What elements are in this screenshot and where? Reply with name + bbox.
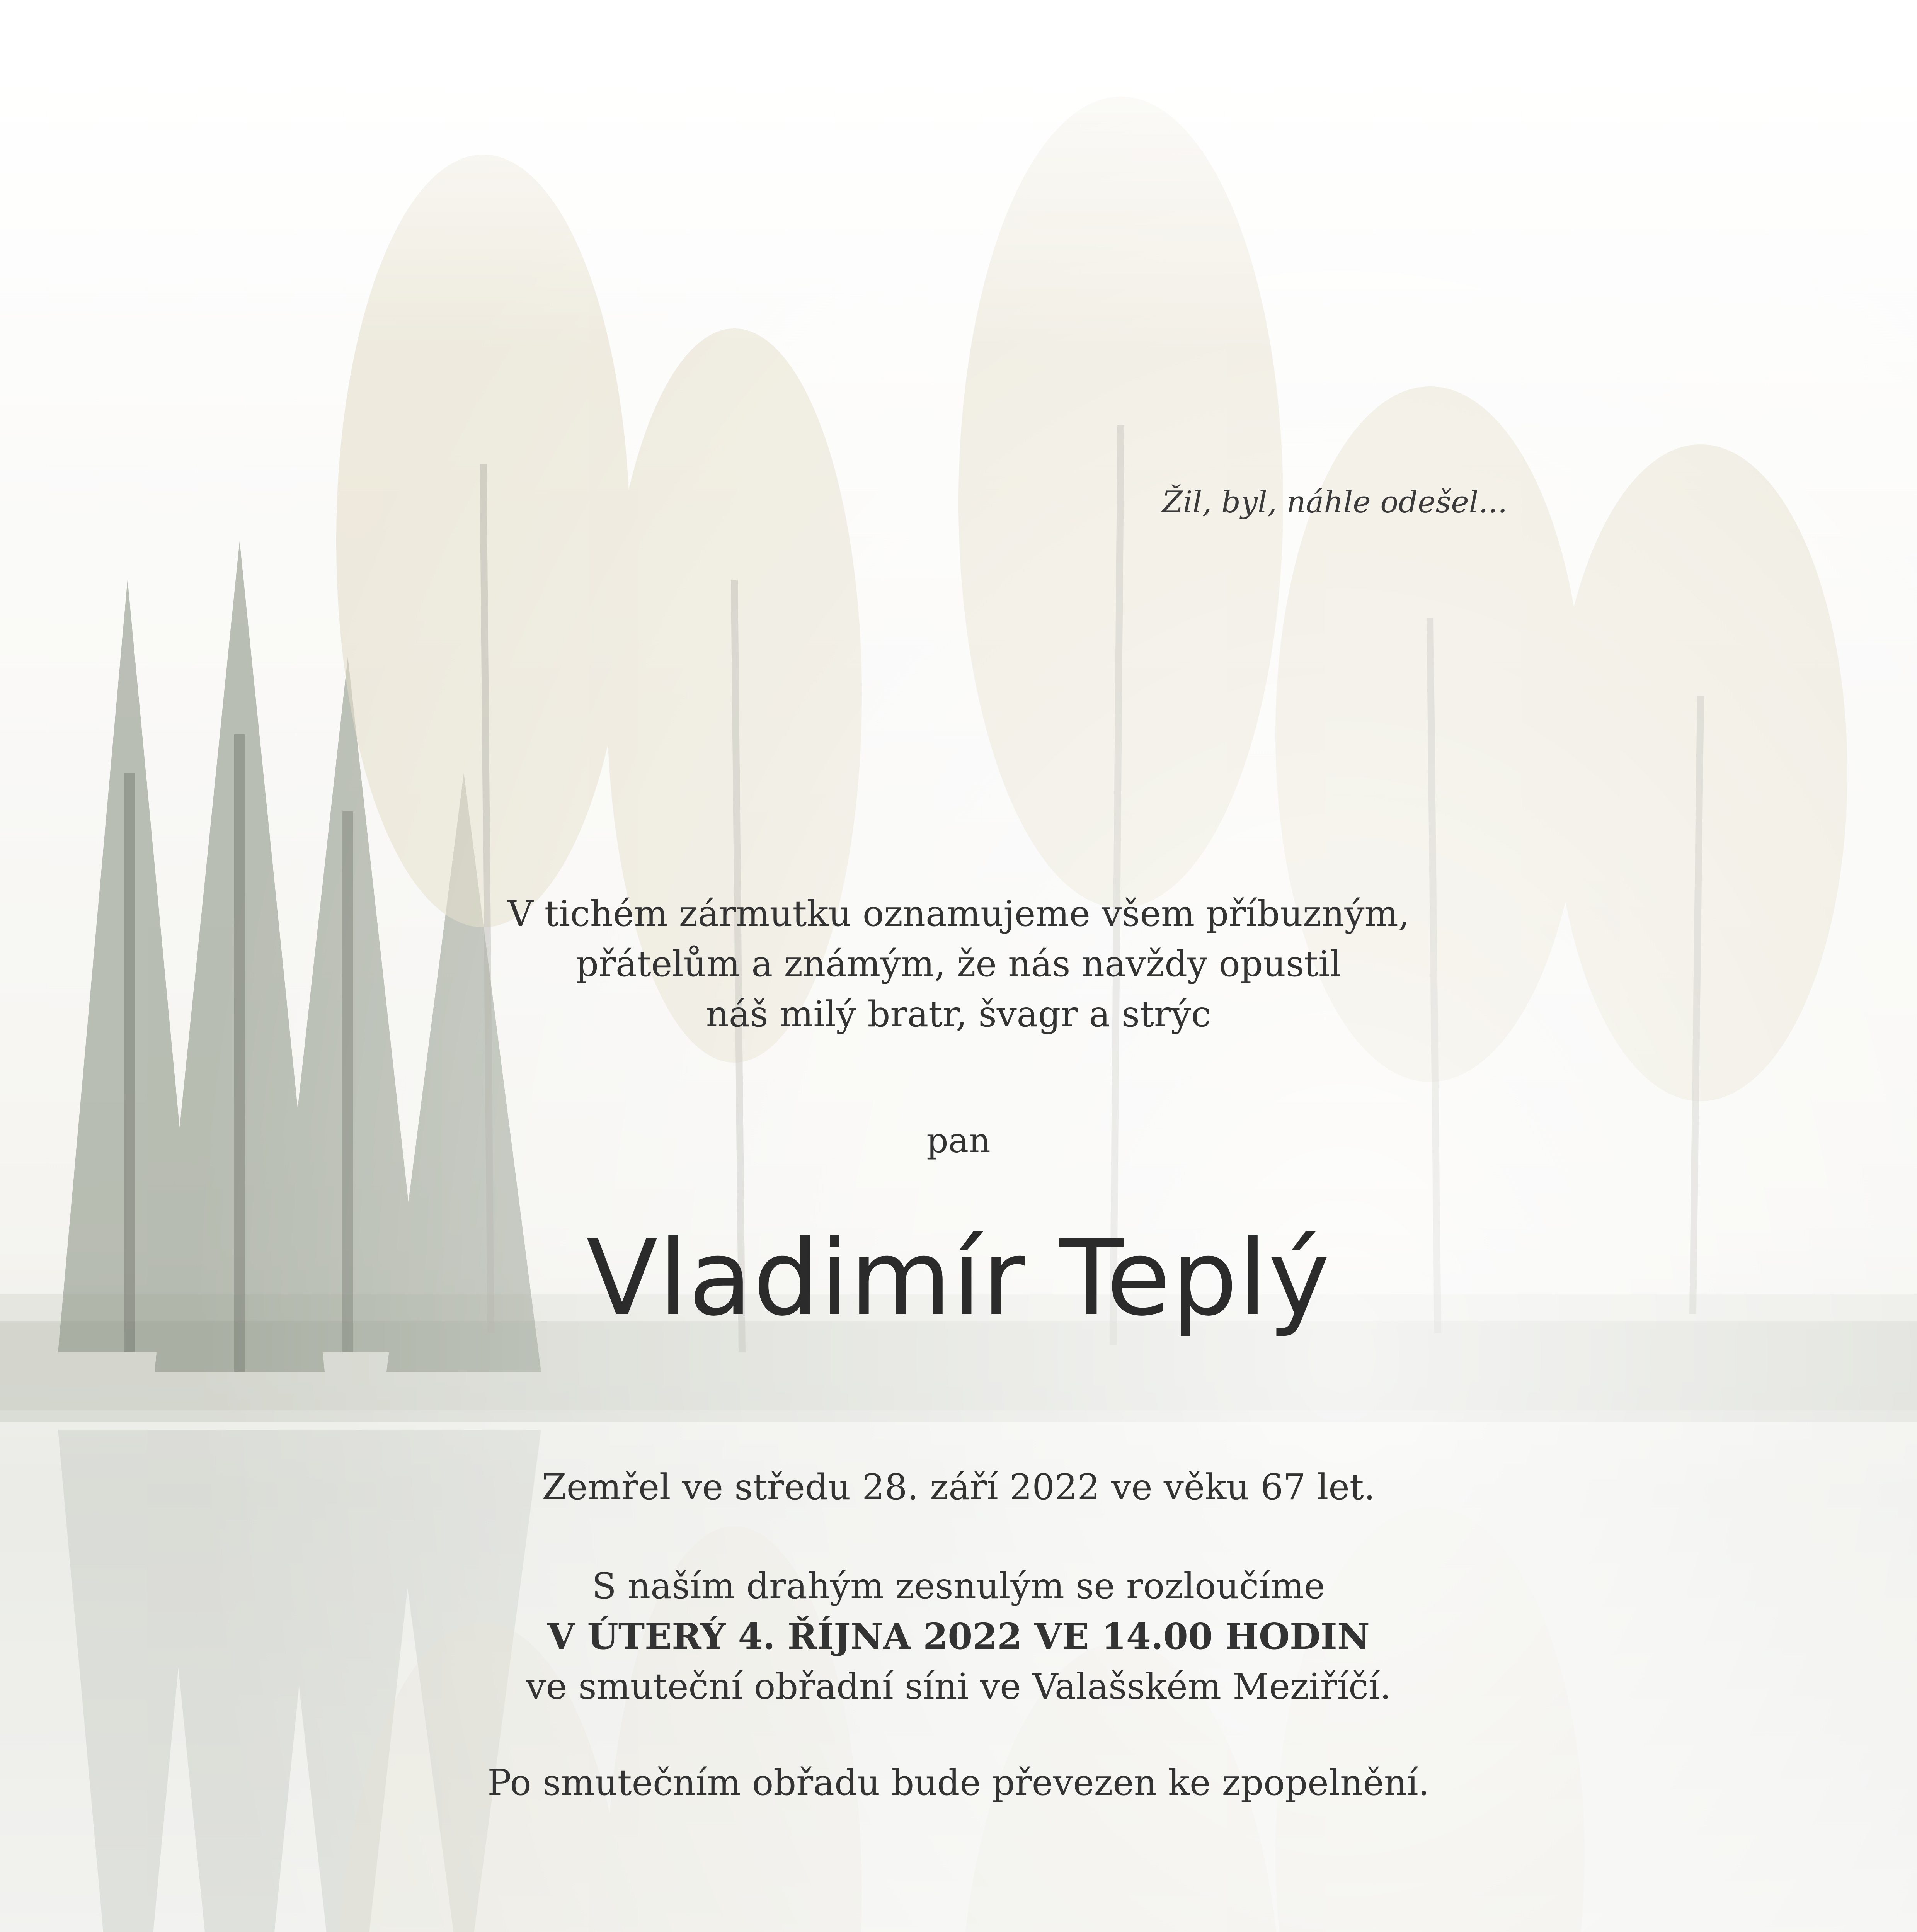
intro-line-1: V tichém zármutku oznamujeme všem příbuzným, xyxy=(507,893,1410,934)
cremation-note: Po smutečním obřadu bude převezen ke zpopelnění. xyxy=(487,1762,1430,1803)
motto: Žil, byl, náhle odešel... xyxy=(1162,485,1507,520)
death-notice: Zemřel ve středu 28. září 2022 ve věku 67 let. xyxy=(542,1466,1375,1508)
farewell-line-1: S naším drahým zesnulým se rozloučíme xyxy=(592,1565,1325,1607)
intro-line-2: přátelům a známým, že nás navždy opustil xyxy=(576,943,1341,985)
intro-line-3: náš milý bratr, švagr a strýc xyxy=(706,993,1211,1035)
intro-text xyxy=(0,889,1917,1039)
farewell-location: ve smuteční obřadní síni ve Valašském Meziříčí. xyxy=(526,1666,1391,1707)
title-prefix: pan xyxy=(926,1121,991,1160)
deceased-name: Vladimír Teplý xyxy=(586,1217,1331,1339)
farewell-info xyxy=(0,1561,1917,1712)
farewell-date-time: V ÚTERÝ 4. ŘÍJNA 2022 VE 14.00 HODIN xyxy=(547,1616,1370,1657)
